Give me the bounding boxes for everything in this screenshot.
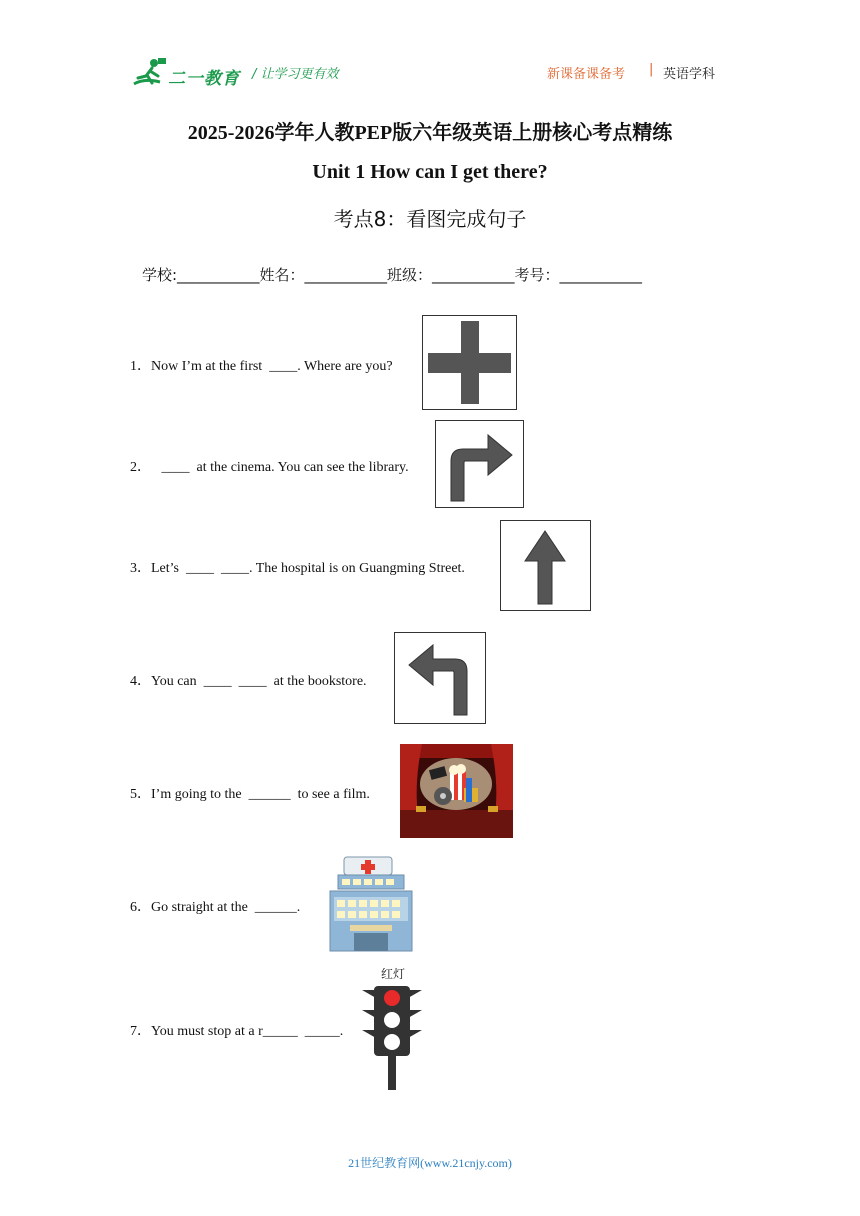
traffic-light-label: 红灯 <box>381 967 406 981</box>
unit-title: Unit 1 How can I get there? <box>312 161 548 183</box>
hospital-icon <box>328 855 414 953</box>
question-6: 6．Go straight at the ______. <box>130 900 301 915</box>
student-info-line: 学校:___________姓名：___________班级：___________考号：___________ <box>142 266 643 284</box>
page-title: 2025-2026学年人教PEP版六年级英语上册核心考点精练 <box>187 122 673 144</box>
crossroad-icon <box>422 315 517 410</box>
header-category: 新课备课备考 <box>547 67 626 82</box>
turn-left-arrow-icon <box>394 632 486 724</box>
header-subject: 英语学科 <box>663 67 716 82</box>
question-3: 3．Let’s ____ ____. The hospital is on Guangming Street. <box>130 561 465 576</box>
footer: 21世纪教育网(www.21cnjy.com) <box>348 1156 512 1170</box>
cinema-icon <box>400 744 513 838</box>
turn-right-arrow-icon <box>435 420 524 508</box>
question-2: 2． ____ at the cinema. You can see the library. <box>130 460 409 475</box>
question-4: 4．You can ____ ____ at the bookstore. <box>130 674 367 689</box>
question-5: 5．I’m going to the ______ to see a film. <box>130 787 370 802</box>
question-7: 7．You must stop at a r_____ _____. <box>130 1024 344 1039</box>
logo-runner-icon <box>130 56 170 90</box>
question-1: 1．Now I’m at the first ____. Where are you? <box>130 359 393 374</box>
header-separator: | <box>649 62 654 77</box>
traffic-light-icon <box>360 984 424 1090</box>
straight-arrow-icon <box>500 520 591 611</box>
topic-title: 考点8：看图完成句子 <box>333 207 527 231</box>
slogan: / 让学习更有效 <box>252 67 339 82</box>
brand-name: 二一教育 <box>168 69 240 89</box>
